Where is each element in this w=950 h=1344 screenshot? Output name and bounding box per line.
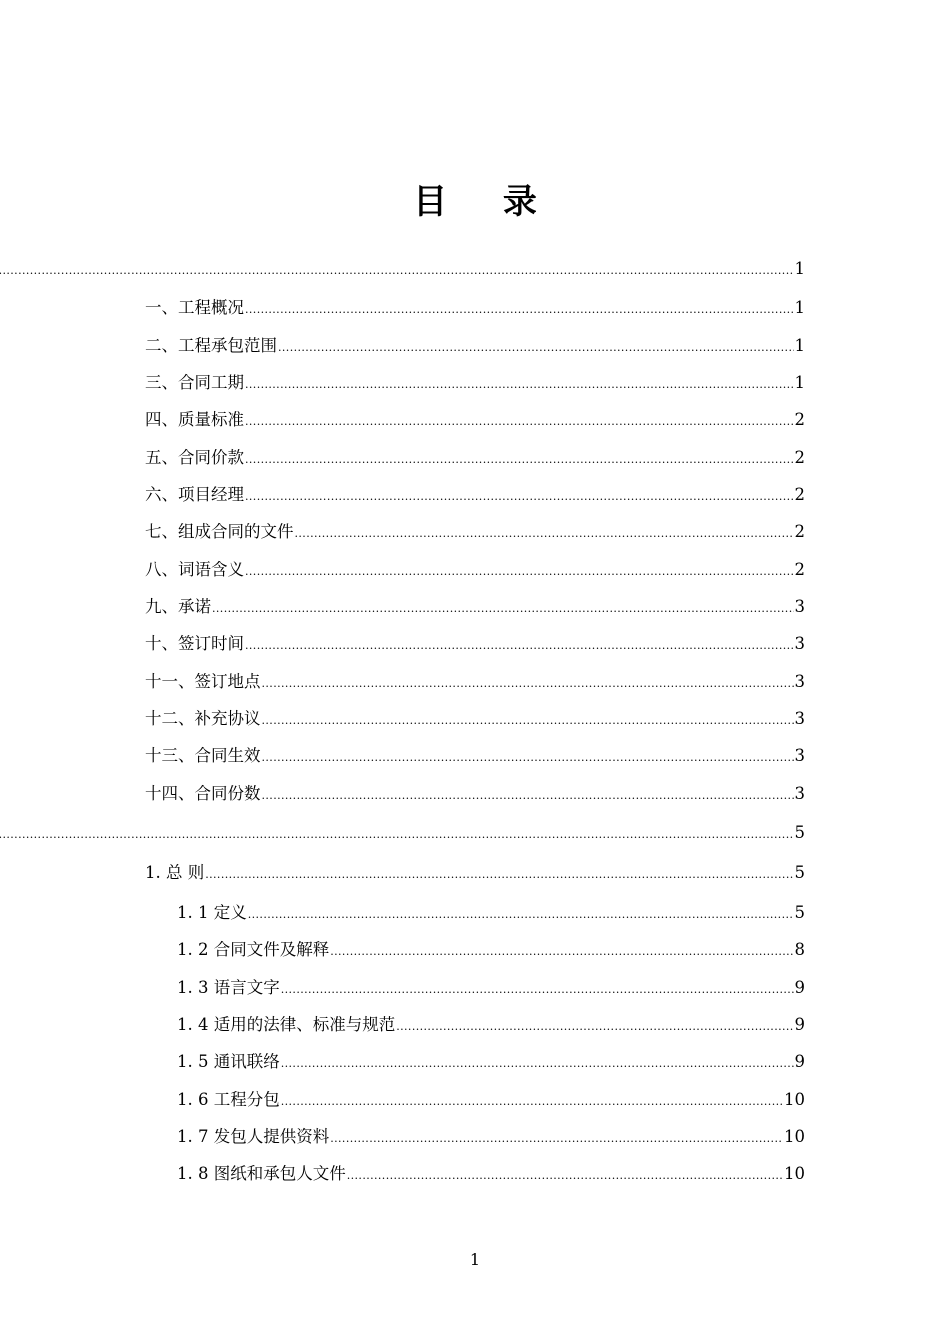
toc-entry[interactable]: [145, 445, 805, 471]
toc-entry[interactable]: [145, 594, 805, 620]
toc-entry[interactable]: [177, 937, 805, 963]
dot-leader: [245, 407, 794, 435]
dot-leader: [281, 975, 794, 1003]
toc-entry-page: 2: [794, 410, 805, 429]
toc-entry-label: 五、合同价款: [145, 448, 244, 467]
toc-entry-page: 9: [794, 1052, 805, 1071]
toc-entry-label: 1. 2 合同文件及解释: [177, 940, 330, 959]
toc-entry-label: 八、词语含义: [145, 560, 244, 579]
toc-entry-label: 十、签订时间: [145, 634, 244, 653]
toc-entry-page: 2: [794, 560, 805, 579]
dot-leader: [245, 295, 794, 323]
toc-entry[interactable]: [177, 1124, 805, 1150]
dot-leader: [330, 937, 793, 965]
toc-entry-label: 1. 5 通讯联络: [177, 1052, 280, 1071]
dot-leader: [245, 482, 794, 510]
dot-leader: [262, 743, 794, 771]
toc-entry-label: 1. 总 则: [145, 863, 205, 882]
toc-entry-label: 1. 4 适用的法律、标准与规范: [177, 1015, 396, 1034]
toc-entry-page: 8: [794, 940, 805, 959]
toc-entry[interactable]: [145, 743, 805, 769]
dot-leader: [295, 519, 794, 547]
toc-entry[interactable]: [145, 482, 805, 508]
toc-entry-page: 10: [784, 1090, 805, 1109]
toc-entry[interactable]: [145, 519, 805, 545]
dot-leader: [278, 333, 794, 361]
toc-entry-label: 1. 8 图纸和承包人文件: [177, 1164, 346, 1183]
dot-leader: [330, 1124, 783, 1152]
toc-entry[interactable]: [177, 1087, 805, 1113]
toc-entry-page: 1: [794, 336, 805, 355]
dot-leader: [0, 256, 794, 284]
toc-entry-page: 10: [784, 1164, 805, 1183]
toc-entry-label: 1. 1 定义: [177, 903, 247, 922]
toc-entry-part-1[interactable]: [0, 256, 805, 282]
toc-entry-page: 1: [794, 259, 805, 278]
dot-leader: [245, 631, 794, 659]
toc-entry-label: 1. 7 发包人提供资料: [177, 1127, 330, 1146]
dot-leader: [396, 1012, 793, 1040]
toc-entry-label: 十四、合同份数: [145, 784, 261, 803]
page-number: 1: [469, 1250, 481, 1269]
toc-entry-part-2[interactable]: [0, 820, 805, 846]
toc-entry-page: 2: [794, 522, 805, 541]
toc-entry-page: 3: [794, 784, 805, 803]
toc-entry-page: 3: [794, 709, 805, 728]
toc-entry[interactable]: [177, 1012, 805, 1038]
toc-entry[interactable]: [177, 1161, 805, 1187]
toc-entry[interactable]: [145, 631, 805, 657]
dot-leader: [248, 900, 794, 928]
toc-entry-page: 5: [794, 863, 805, 882]
toc-entry-label: 九、承诺: [145, 597, 211, 616]
toc-entry[interactable]: [145, 781, 805, 807]
dot-leader: [281, 1049, 794, 1077]
toc-entry[interactable]: [145, 557, 805, 583]
toc-entry[interactable]: [177, 1049, 805, 1075]
toc-entry-page: 5: [794, 903, 805, 922]
toc-entry-label: 十二、补充协议: [145, 709, 261, 728]
toc-entry-page: 3: [794, 634, 805, 653]
toc-entry-page: 3: [794, 672, 805, 691]
toc-entry[interactable]: [145, 407, 805, 433]
toc-entry-page: 9: [794, 978, 805, 997]
dot-leader: [281, 1087, 783, 1115]
toc-entry-page: 3: [794, 746, 805, 765]
toc-entry-page: 2: [794, 485, 805, 504]
dot-leader: [262, 669, 794, 697]
toc-entry-label: 二、工程承包范围: [145, 336, 277, 355]
toc-entry-page: 3: [794, 597, 805, 616]
toc-entry[interactable]: [145, 295, 805, 321]
page-title: 目 录: [413, 182, 559, 222]
toc-entry[interactable]: [177, 975, 805, 1001]
dot-leader: [212, 594, 794, 622]
toc-entry-label: 一、工程概况: [145, 298, 244, 317]
toc-entry-label: 1. 6 工程分包: [177, 1090, 280, 1109]
dot-leader: [245, 445, 794, 473]
dot-leader: [262, 781, 794, 809]
dot-leader: [245, 370, 794, 398]
toc-entry[interactable]: [177, 900, 805, 926]
toc-entry-page: 2: [794, 448, 805, 467]
toc-entry-label: 十一、签订地点: [145, 672, 261, 691]
toc-entry-label: 十三、合同生效: [145, 746, 261, 765]
toc-entry[interactable]: [145, 333, 805, 359]
toc-entry-page: 1: [794, 298, 805, 317]
toc-entry-label: 六、项目经理: [145, 485, 244, 504]
toc-entry[interactable]: [145, 370, 805, 396]
toc-entry[interactable]: [145, 860, 805, 886]
dot-leader: [205, 860, 793, 888]
toc-entry-label: 1. 3 语言文字: [177, 978, 280, 997]
dot-leader: [347, 1161, 783, 1189]
toc-entry-page: 1: [794, 373, 805, 392]
toc-entry-label: 四、质量标准: [145, 410, 244, 429]
dot-leader: [262, 706, 794, 734]
toc-entry-label: 七、组成合同的文件: [145, 522, 294, 541]
toc-entry[interactable]: [145, 669, 805, 695]
toc-entry[interactable]: [145, 706, 805, 732]
toc-entry-page: 9: [794, 1015, 805, 1034]
toc-entry-page: 5: [794, 823, 805, 842]
dot-leader: [245, 557, 794, 585]
dot-leader: [0, 820, 794, 848]
toc-entry-label: 三、合同工期: [145, 373, 244, 392]
toc-entry-page: 10: [784, 1127, 805, 1146]
